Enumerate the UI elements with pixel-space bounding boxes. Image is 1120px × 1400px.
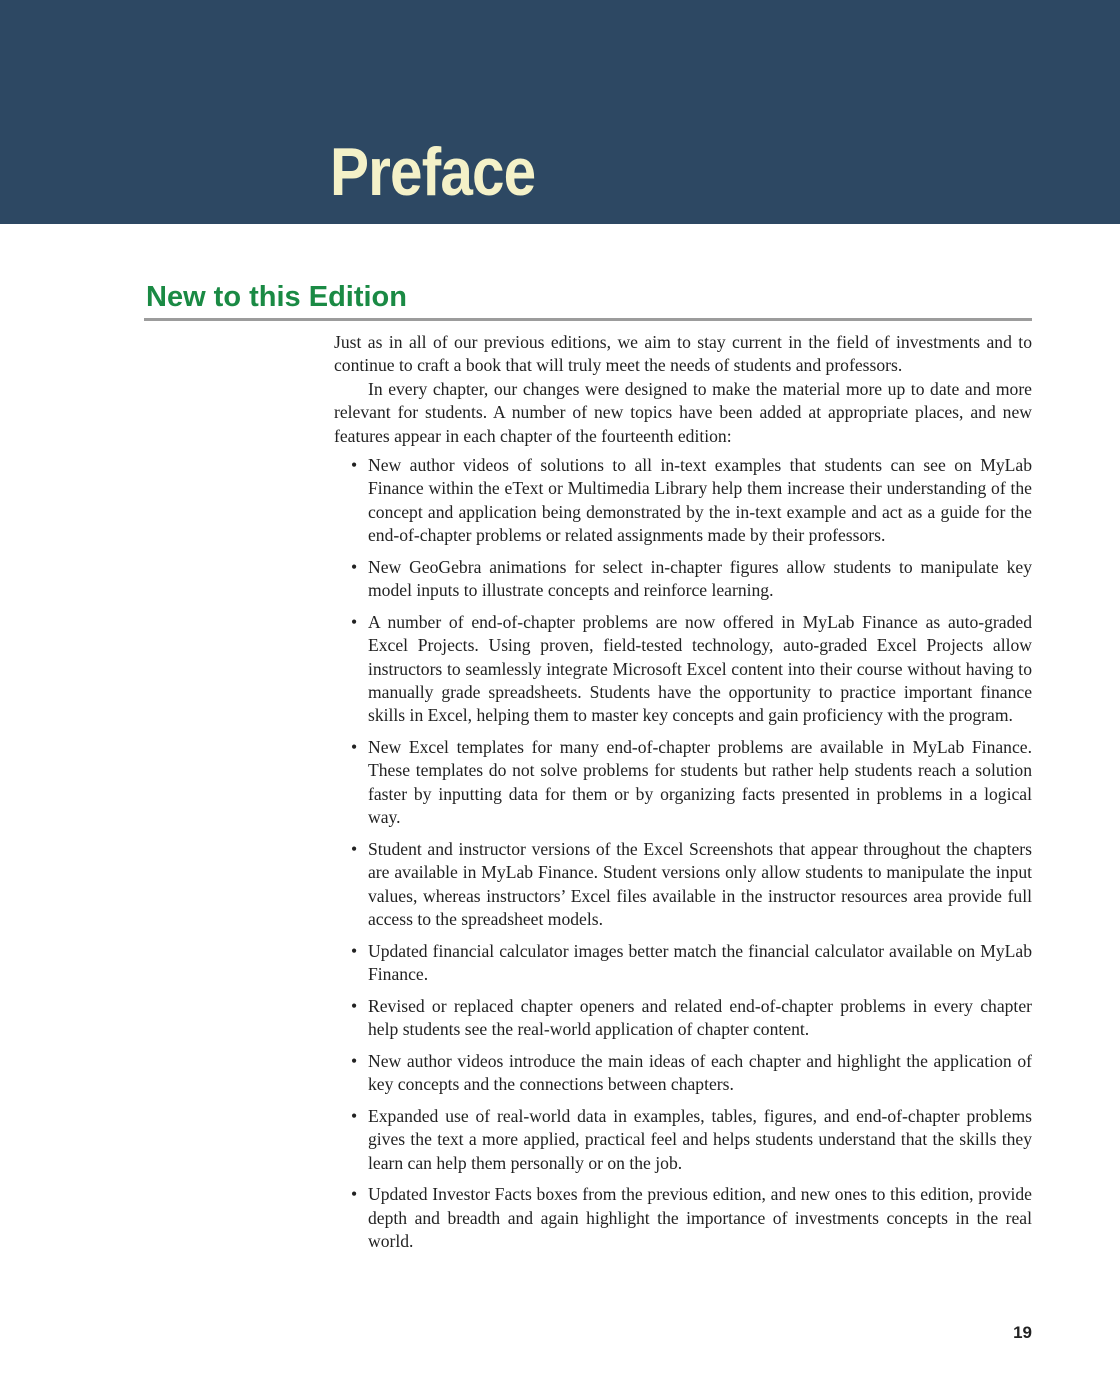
header-band bbox=[0, 0, 1120, 224]
page-number: 19 bbox=[1013, 1323, 1032, 1342]
bullet-icon: • bbox=[351, 737, 358, 758]
bullet-icon: • bbox=[351, 455, 358, 476]
bullet-list bbox=[334, 454, 1032, 1253]
section-divider bbox=[144, 318, 1032, 321]
list-item-text: A number of end-of-chapter problems are now offered in MyLab Finance as auto-graded Excel Projects. Using proven, field-tested technology, auto-graded Excel Projects allow instructors to seamlessly integrate Microsoft Excel content into their course without having to manually grade spreadsheets. Students have the opportunity to practice important finance skills in Excel, helping them to master key concepts and gain proficiency with the program. bbox=[368, 611, 1032, 726]
list-item bbox=[334, 995, 1032, 1042]
list-item bbox=[334, 556, 1032, 603]
bullet-icon: • bbox=[351, 940, 358, 961]
list-item-text: Updated financial calculator images better match the financial calculator available on MyLab Finance. bbox=[368, 940, 1032, 985]
bullet-icon: • bbox=[351, 556, 358, 577]
list-item bbox=[334, 736, 1032, 830]
intro-paragraph-2: In every chapter, our changes were designed to make the material more up to date and more relevant for students. A number of new topics have been added at appropriate places, and new features appear in each chapter of the fourteenth edition: bbox=[334, 378, 1032, 446]
list-item-text: Revised or replaced chapter openers and related end-of-chapter problems in every chapter help students see the real-world application of chapter content. bbox=[368, 995, 1032, 1040]
list-item bbox=[334, 940, 1032, 987]
list-item bbox=[334, 611, 1032, 728]
bullet-icon: • bbox=[351, 1050, 358, 1071]
bullet-icon: • bbox=[351, 1105, 358, 1126]
intro-paragraph: Just as in all of our previous editions, we aim to stay current in the field of investments and to continue to craft a book that will truly meet the needs of students and professors. bbox=[334, 332, 1032, 376]
section-heading: New to this Edition bbox=[146, 281, 407, 313]
list-item-text: Updated Investor Facts boxes from the previous edition, and new ones to this edition, provide depth and breadth and again highlight the importance of investments concepts in the real world. bbox=[368, 1184, 1032, 1251]
list-item bbox=[334, 454, 1032, 548]
bullet-icon: • bbox=[351, 995, 358, 1016]
bullet-icon: • bbox=[351, 838, 358, 859]
list-item bbox=[334, 1105, 1032, 1175]
body-text bbox=[334, 331, 1032, 1262]
page-title: Preface bbox=[330, 134, 536, 210]
list-item-text: New Excel templates for many end-of-chapter problems are available in MyLab Finance. These templates do not solve problems for students but rather help students reach a solution faster by inputting data for them or by organizing facts presented in problems in a logical way. bbox=[368, 737, 1032, 828]
list-item bbox=[334, 838, 1032, 932]
list-item bbox=[334, 1183, 1032, 1253]
list-item-text: New GeoGebra animations for select in-chapter figures allow students to manipulate key model inputs to illustrate concepts and reinforce learning. bbox=[368, 556, 1032, 601]
list-item-text: Student and instructor versions of the Excel Screenshots that appear throughout the chapters are available in MyLab Finance. Student versions only allow students to manipulate the input values, whereas instructors’ Excel files available in the instructor resources area provide full access to the spreadsheet models. bbox=[368, 838, 1032, 930]
list-item-text: New author videos of solutions to all in-text examples that students can see on MyLab Finance within the eText or Multimedia Library help them increase their understanding of the concept and application being demonstrated by the in-text example and act as a guide for the end-of-chapter problems or related assignments made by their professors. bbox=[368, 455, 1032, 546]
list-item-text: Expanded use of real-world data in examples, tables, figures, and end-of-chapter problems gives the text a more applied, practical feel and helps students understand that the skills they learn can help them personally or on the job. bbox=[368, 1105, 1032, 1173]
bullet-icon: • bbox=[351, 1184, 358, 1205]
bullet-icon: • bbox=[351, 611, 358, 632]
list-item bbox=[334, 1050, 1032, 1097]
list-item-text: New author videos introduce the main ideas of each chapter and highlight the application of key concepts and the connections between chapters. bbox=[368, 1050, 1032, 1095]
